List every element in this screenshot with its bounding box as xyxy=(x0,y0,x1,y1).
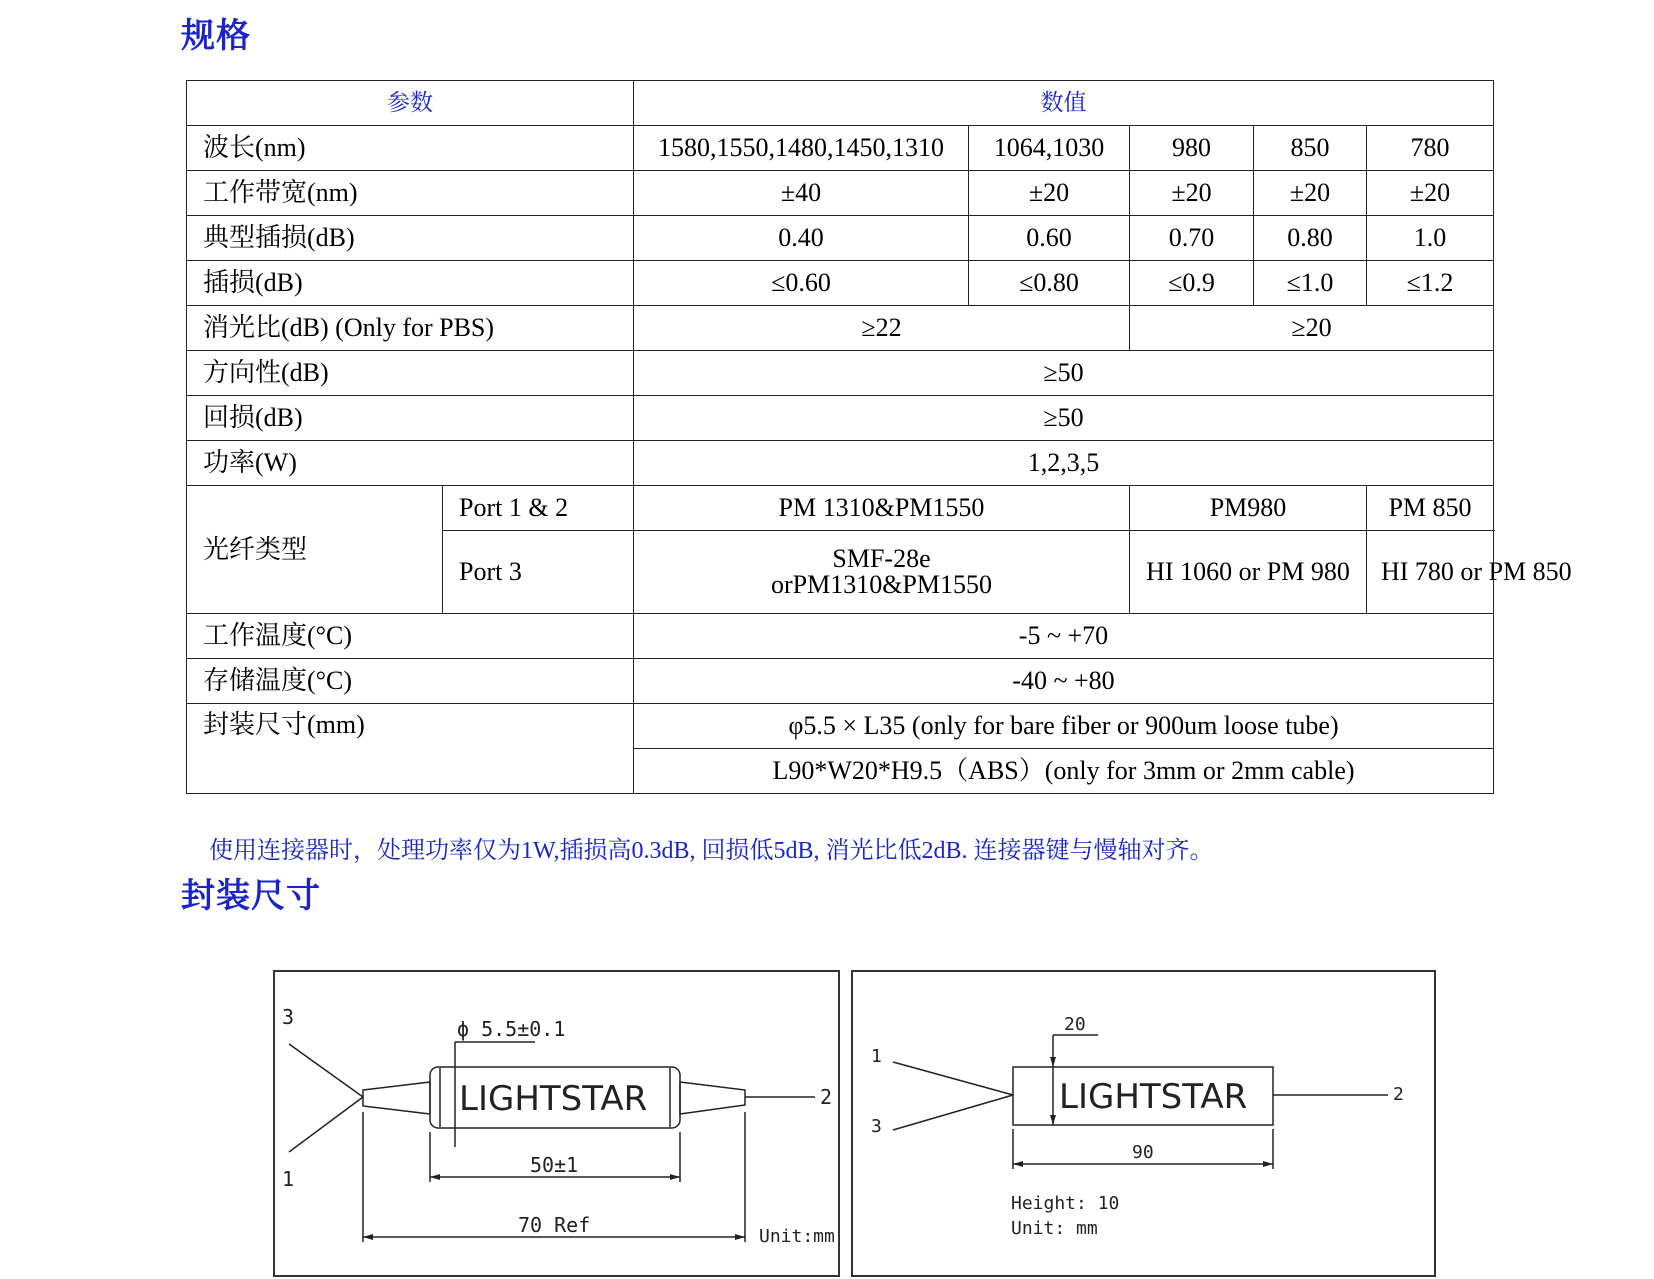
table-row xyxy=(187,126,1494,171)
table-cell: -5 ~ +70 xyxy=(634,614,1494,659)
drawing-tube-package xyxy=(273,970,840,1277)
row-label: 插损(dB) xyxy=(187,261,634,306)
table-cell: 850 xyxy=(1254,126,1367,171)
table-cell: PM 1310&PM1550 xyxy=(634,486,1130,531)
length-label: 90 xyxy=(1132,1142,1154,1163)
port-3-label: 3 xyxy=(871,1116,882,1137)
row-label: 波长(nm) xyxy=(187,126,634,171)
drawing-box-package xyxy=(851,970,1436,1277)
table-cell: ≤1.2 xyxy=(1367,261,1494,306)
unit-label: Unit: mm xyxy=(1011,1218,1098,1239)
cell-line: SMF-28e xyxy=(832,544,931,573)
row-label: 功率(W) xyxy=(187,441,634,486)
table-cell: ≤1.0 xyxy=(1254,261,1367,306)
table-cell: ≤0.9 xyxy=(1130,261,1254,306)
table-cell: ±40 xyxy=(634,171,969,216)
port-label: Port 1 & 2 xyxy=(443,486,634,531)
table-cell: 780 xyxy=(1367,126,1494,171)
port-3-label: 3 xyxy=(282,1005,295,1029)
spec-heading: 规格 xyxy=(181,16,251,56)
table-cell: 1580,1550,1480,1450,1310 xyxy=(634,126,969,171)
table-cell: -40 ~ +80 xyxy=(634,659,1494,704)
table-cell: 1064,1030 xyxy=(969,126,1130,171)
dimensions-heading: 封装尺寸 xyxy=(181,876,321,916)
table-cell: 0.40 xyxy=(634,216,969,261)
port-1-label: 1 xyxy=(282,1167,295,1191)
table-cell: ≥22 xyxy=(634,306,1130,351)
table-row xyxy=(187,396,1494,441)
table-cell: ≥50 xyxy=(634,351,1494,396)
table-cell: ±20 xyxy=(969,171,1130,216)
table-cell: 1,2,3,5 xyxy=(634,441,1494,486)
total-length-label: 70 Ref xyxy=(518,1213,591,1237)
connector-note: 使用连接器时，处理功率仅为1W,插损高0.3dB, 回损低5dB, 消光比低2dB. 连接器键与慢轴对齐。 xyxy=(209,838,1214,864)
table-cell: HI 780 or PM 850 xyxy=(1367,531,1494,614)
body-length-label: 50±1 xyxy=(530,1153,579,1177)
cell-line: orPM1310&PM1550 xyxy=(770,570,993,599)
table-row xyxy=(187,351,1494,396)
width-label: 20 xyxy=(1064,1014,1086,1035)
row-label: 消光比(dB) (Only for PBS) xyxy=(187,306,634,351)
table-cell: 980 xyxy=(1130,126,1254,171)
tube-package-svg xyxy=(275,972,842,1279)
table-row xyxy=(187,704,1494,749)
table-row xyxy=(187,216,1494,261)
row-label: 封装尺寸(mm) xyxy=(187,704,634,794)
table-cell: 0.60 xyxy=(969,216,1130,261)
table-row xyxy=(187,171,1494,216)
header-value: 数值 xyxy=(634,81,1494,126)
port-2-label: 2 xyxy=(820,1085,833,1109)
spec-table xyxy=(186,80,1572,794)
table-row xyxy=(187,614,1494,659)
table-cell: 0.80 xyxy=(1254,216,1367,261)
table-cell: ≤0.60 xyxy=(634,261,969,306)
row-label: 回损(dB) xyxy=(187,396,634,441)
table-cell: ≥50 xyxy=(634,396,1494,441)
table-cell: ±20 xyxy=(1130,171,1254,216)
row-label: 光纤类型 xyxy=(187,486,443,614)
table-cell: PM 850 xyxy=(1367,486,1494,531)
row-label: 方向性(dB) xyxy=(187,351,634,396)
unit-label: Unit:mm xyxy=(759,1226,835,1247)
row-label: 工作带宽(nm) xyxy=(187,171,634,216)
table-cell xyxy=(634,531,1130,614)
table-cell: PM980 xyxy=(1130,486,1367,531)
table-header-row xyxy=(187,81,1494,126)
diameter-label: ϕ 5.5±0.1 xyxy=(457,1017,566,1041)
table-row xyxy=(187,306,1494,351)
table-cell: ±20 xyxy=(1367,171,1494,216)
table-row xyxy=(187,441,1494,486)
port-label: Port 3 xyxy=(443,531,634,614)
table-cell: ≤0.80 xyxy=(969,261,1130,306)
table-cell: ≥20 xyxy=(1130,306,1494,351)
table-cell: φ5.5 × L35 (only for bare fiber or 900um loose tube) xyxy=(634,704,1494,749)
table-cell: ±20 xyxy=(1254,171,1367,216)
port-1-label: 1 xyxy=(871,1046,882,1067)
table-cell: 1.0 xyxy=(1367,216,1494,261)
brand-label: LIGHTSTAR xyxy=(459,1079,648,1119)
brand-label: LIGHTSTAR xyxy=(1059,1077,1248,1117)
table-cell: 0.70 xyxy=(1130,216,1254,261)
table-row xyxy=(187,486,1494,531)
port-2-label: 2 xyxy=(1393,1084,1404,1105)
row-label: 典型插损(dB) xyxy=(187,216,634,261)
table-row xyxy=(187,261,1494,306)
table-cell: HI 1060 or PM 980 xyxy=(1130,531,1367,614)
box-package-svg xyxy=(853,972,1438,1279)
table-row xyxy=(187,659,1494,704)
table-cell: L90*W20*H9.5（ABS）(only for 3mm or 2mm cable) xyxy=(634,749,1494,794)
height-label: Height: 10 xyxy=(1011,1193,1120,1214)
row-label: 工作温度(°C) xyxy=(187,614,634,659)
row-label: 存储温度(°C) xyxy=(187,659,634,704)
header-param: 参数 xyxy=(187,81,634,126)
